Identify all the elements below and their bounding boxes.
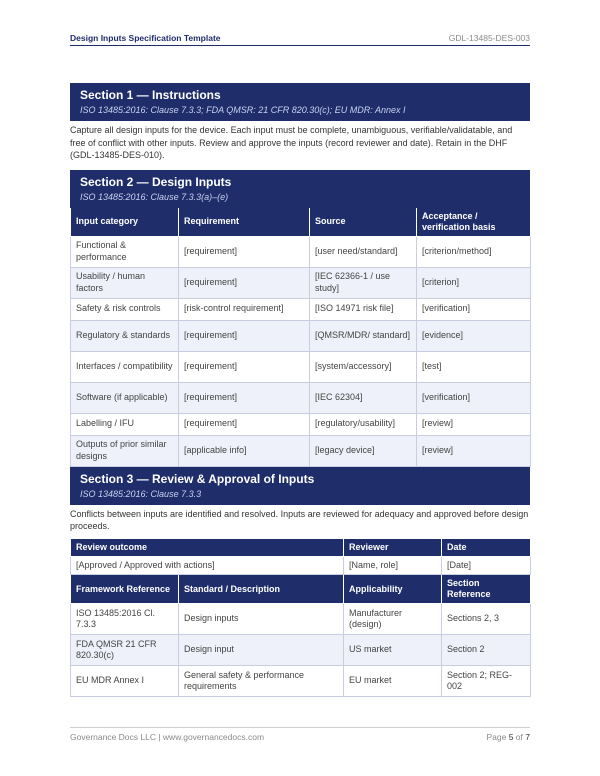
table-row bbox=[71, 635, 531, 666]
table-cell: Sections 2, 3 bbox=[442, 604, 531, 635]
table-row bbox=[71, 267, 531, 298]
column-header: Source bbox=[310, 208, 417, 237]
table-cell: [requirement] bbox=[179, 382, 310, 413]
section-1-title: Section 1 — Instructions bbox=[80, 88, 221, 102]
table-cell: Interfaces / compatibility bbox=[71, 351, 179, 382]
table-cell: [risk-control requirement] bbox=[179, 298, 310, 320]
table-cell: [criterion/method] bbox=[417, 236, 531, 267]
table-cell: [requirement] bbox=[179, 267, 310, 298]
design-inputs-table bbox=[70, 208, 531, 467]
table-cell: [ISO 14971 risk file] bbox=[310, 298, 417, 320]
table-cell: [applicable info] bbox=[179, 435, 310, 466]
table-row bbox=[71, 413, 531, 435]
section-3-title: Section 3 — Review & Approval of Inputs bbox=[80, 471, 315, 486]
section-2-subtitle: ISO 13485:2016: Clause 7.3.3(a)–(e) bbox=[80, 191, 229, 202]
page-number bbox=[486, 732, 530, 742]
column-header: Applicability bbox=[344, 575, 442, 604]
table-cell: Regulatory & standards bbox=[71, 320, 179, 351]
table-cell: [Approved / Approved with actions] bbox=[71, 556, 344, 575]
table-cell: [requirement] bbox=[179, 320, 310, 351]
table-cell: [Date] bbox=[442, 556, 531, 575]
column-header: Acceptance / verification basis bbox=[417, 208, 531, 237]
page-prefix: Page bbox=[486, 732, 507, 742]
table-cell: [test] bbox=[417, 351, 531, 382]
page-footer bbox=[70, 732, 530, 742]
table-cell: [IEC 62366-1 / use study] bbox=[310, 267, 417, 298]
section-2-banner bbox=[70, 170, 530, 208]
review-outcome-table bbox=[70, 539, 531, 576]
table-cell: Safety & risk controls bbox=[71, 298, 179, 320]
table-cell: Design input bbox=[179, 635, 344, 666]
table-cell: Manufacturer (design) bbox=[344, 604, 442, 635]
table-cell: Usability / human factors bbox=[71, 267, 179, 298]
section-2-title: Section 2 — Design Inputs bbox=[80, 174, 232, 189]
table-cell: [requirement] bbox=[179, 413, 310, 435]
table-cell: [requirement] bbox=[179, 351, 310, 382]
table-row bbox=[71, 382, 531, 413]
column-header: Framework Reference bbox=[71, 575, 179, 604]
table-cell: [criterion] bbox=[417, 267, 531, 298]
table-cell: Section 2; REG-002 bbox=[442, 666, 531, 697]
table-header-row bbox=[71, 575, 531, 604]
table-cell: Outputs of prior similar designs bbox=[71, 435, 179, 466]
document-body bbox=[70, 83, 530, 697]
table-cell: Software (if applicable) bbox=[71, 382, 179, 413]
section-3-subtitle: ISO 13485:2016: Clause 7.3.3 bbox=[80, 488, 202, 499]
table-cell: Design inputs bbox=[179, 604, 344, 635]
document-title: Design Inputs Specification Template bbox=[70, 33, 221, 43]
table-header-row bbox=[71, 208, 531, 237]
section-3-banner bbox=[70, 467, 530, 505]
table-header-row bbox=[71, 539, 531, 557]
table-cell: Labelling / IFU bbox=[71, 413, 179, 435]
column-header: Date bbox=[442, 539, 531, 557]
table-cell: [IEC 62304] bbox=[310, 382, 417, 413]
column-header: Requirement bbox=[179, 208, 310, 237]
table-cell: [evidence] bbox=[417, 320, 531, 351]
section-1-subtitle: ISO 13485:2016: Clause 7.3.3; FDA QMSR: 21 CFR 820.30(c); EU MDR: Annex I bbox=[80, 105, 406, 115]
table-cell: [regulatory/usability] bbox=[310, 413, 417, 435]
table-cell: General safety & performance requirements bbox=[179, 666, 344, 697]
table-cell: EU market bbox=[344, 666, 442, 697]
column-header: Reviewer bbox=[344, 539, 442, 557]
table-cell: [QMSR/MDR/ standard] bbox=[310, 320, 417, 351]
section-3-body: Conflicts between inputs are identified and resolved. Inputs are reviewed for adequacy and approved before design proceeds. bbox=[70, 508, 529, 531]
table-cell: US market bbox=[344, 635, 442, 666]
table-cell: [verification] bbox=[417, 382, 531, 413]
framework-reference-table bbox=[70, 575, 531, 697]
column-header: Standard / Description bbox=[179, 575, 344, 604]
column-header: Section Reference bbox=[442, 575, 531, 604]
section-1-banner bbox=[70, 83, 530, 121]
header-divider bbox=[70, 45, 530, 46]
table-cell: [user need/standard] bbox=[310, 236, 417, 267]
table-cell: [requirement] bbox=[179, 236, 310, 267]
column-header: Review outcome bbox=[71, 539, 344, 557]
section-1-body: Capture all design inputs for the device. Each input must be complete, unambiguous, verifiable/validatable, and free of conflict with other inputs. Review and approve the inputs (record reviewer and date). Retain in the DHF (GDL-13485-DES-010). bbox=[70, 125, 513, 160]
footer-company: Governance Docs LLC | www.governancedocs.com bbox=[70, 732, 265, 742]
footer-divider bbox=[70, 727, 530, 728]
table-row bbox=[71, 435, 531, 466]
table-row bbox=[71, 320, 531, 351]
table-row bbox=[71, 351, 531, 382]
table-row bbox=[71, 236, 531, 267]
table-cell: FDA QMSR 21 CFR 820.30(c) bbox=[71, 635, 179, 666]
table-cell: ISO 13485:2016 Cl. 7.3.3 bbox=[71, 604, 179, 635]
table-row bbox=[71, 556, 531, 575]
table-cell: EU MDR Annex I bbox=[71, 666, 179, 697]
table-row bbox=[71, 298, 531, 320]
table-row bbox=[71, 666, 531, 697]
table-cell: [review] bbox=[417, 413, 531, 435]
table-cell: [Name, role] bbox=[344, 556, 442, 575]
table-cell: [legacy device] bbox=[310, 435, 417, 466]
table-cell: [verification] bbox=[417, 298, 531, 320]
table-row bbox=[71, 604, 531, 635]
page-total: 7 bbox=[525, 732, 530, 742]
page-of: of bbox=[515, 732, 523, 742]
table-cell: [system/accessory] bbox=[310, 351, 417, 382]
column-header: Input category bbox=[71, 208, 179, 237]
page-current: 5 bbox=[508, 732, 514, 742]
table-cell: Section 2 bbox=[442, 635, 531, 666]
table-cell: [review] bbox=[417, 435, 531, 466]
table-cell: Functional & performance bbox=[71, 236, 179, 267]
document-code: GDL-13485-DES-003 bbox=[448, 33, 530, 43]
